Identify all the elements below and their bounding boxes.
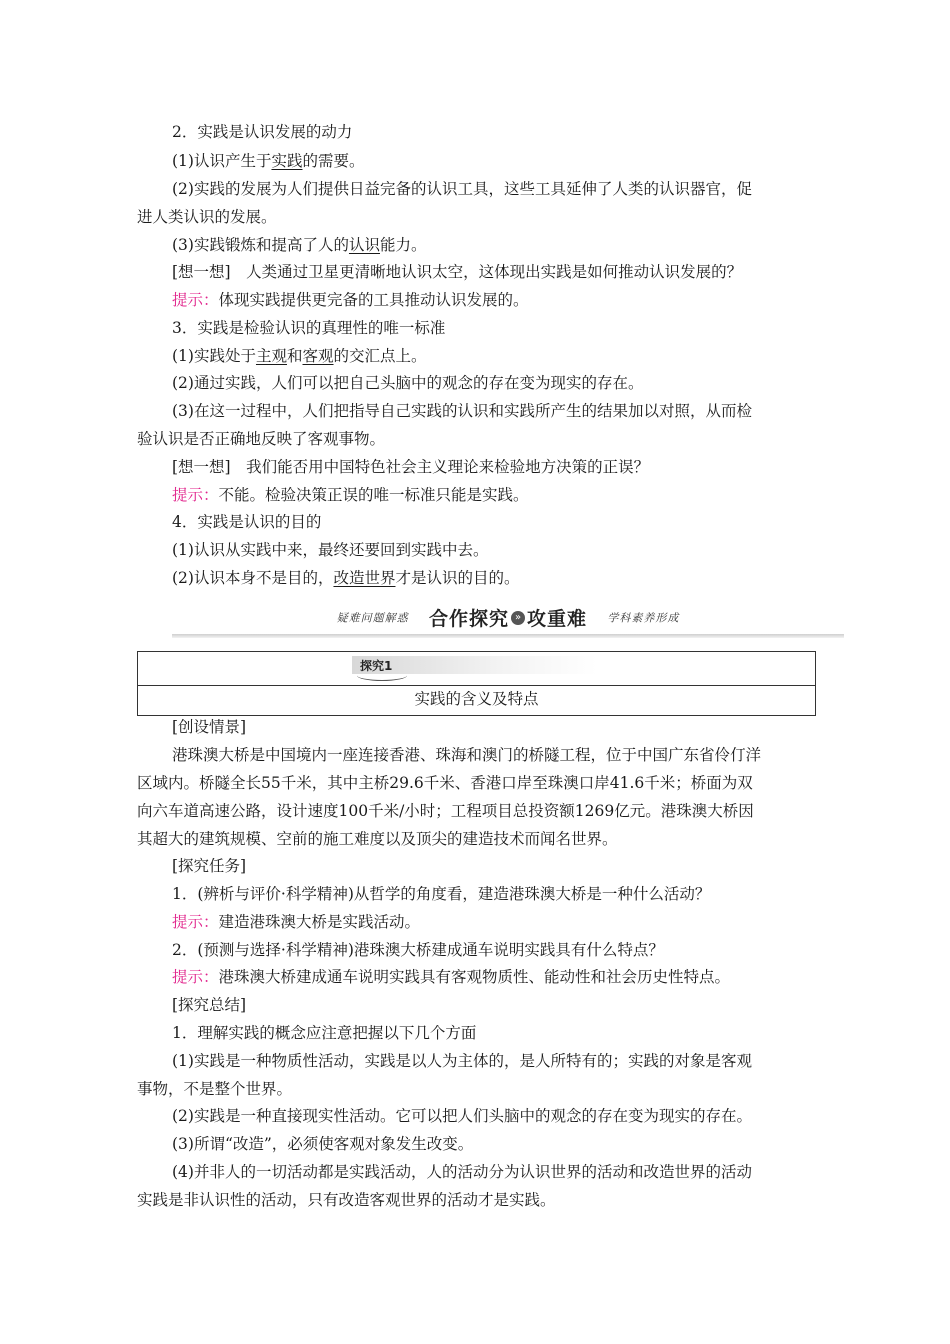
paragraph: 港珠澳大桥是中国境内一座连接香港、珠海和澳门的桥隧工程，位于中国广东省伶仃洋 xyxy=(172,746,762,764)
task-question: 2．(预测与选择·科学精神)港珠澳大桥建成通车说明实践具有什么特点？ xyxy=(172,941,664,959)
section-heading: 3．实践是检验认识的真理性的唯一标准 xyxy=(172,319,446,337)
underlined-term: 客观 xyxy=(302,347,334,365)
paragraph-continuation: 进人类认识的发展。 xyxy=(137,208,277,226)
hint-label: 提示： xyxy=(172,913,219,931)
underlined-term: 改造世界 xyxy=(333,569,396,587)
inquiry-tag xyxy=(352,656,597,674)
tasks-label: [探究任务] xyxy=(172,857,247,875)
paragraph-continuation: 验认识是否正确地反映了客观事物。 xyxy=(137,430,386,448)
paragraph: (1)认识从实践中来，最终还要回到实践中去。 xyxy=(172,541,489,559)
hint: 提示：港珠澳大桥建成通车说明实践具有客观物质性、能动性和社会历史性特点。 xyxy=(172,968,731,986)
paragraph: (3)所谓“改造”，必须使客观对象发生改变。 xyxy=(172,1135,474,1153)
hint-label: 提示： xyxy=(172,291,219,309)
box-divider xyxy=(138,685,815,686)
paragraph: (2)实践的发展为人们提供日益完备的认识工具，这些工具延伸了人类的认识器官，促 xyxy=(172,180,752,198)
section-heading: 4．实践是认识的目的 xyxy=(172,513,322,531)
underlined-term: 认识 xyxy=(348,236,380,254)
paragraph-continuation: 其超大的建筑规模、空前的施工难度以及顶尖的建造技术而闻名世界。 xyxy=(137,830,618,848)
paragraph: (1)实践是一种物质性活动，实践是以人为主体的，是人所特有的；实践的对象是客观 xyxy=(172,1052,752,1070)
underlined-term: 实践 xyxy=(271,152,303,170)
paragraph: (2)实践是一种直接现实性活动。它可以把人们头脑中的观念的存在变为现实的存在。 xyxy=(172,1107,752,1125)
task-question: 1．(辨析与评价·科学精神)从哲学的角度看，建造港珠澳大桥是一种什么活动？ xyxy=(172,885,711,903)
hint: 提示：建造港珠澳大桥是实践活动。 xyxy=(172,913,421,931)
paragraph-continuation: 区域内。桥隧全长55千米，其中主桥29.6千米、香港口岸至珠澳口岸41.6千米；桥面为双 xyxy=(137,774,753,792)
inquiry-tag-label: 探究1 xyxy=(360,659,393,673)
section-heading: 2．实践是认识发展的动力 xyxy=(172,123,353,141)
paragraph-continuation: 事物，不是整个世界。 xyxy=(137,1080,293,1098)
hint: 提示：不能。检验决策正误的唯一标准只能是实践。 xyxy=(172,486,529,504)
think-question: [想一想] 我们能否用中国特色社会主义理论来检验地方决策的正误？ xyxy=(172,458,650,476)
scenario-label: [创设情景] xyxy=(172,718,247,736)
paragraph-continuation: 向六车道高速公路，设计速度100千米/小时；工程项目总投资额1269亿元。港珠澳大桥因 xyxy=(137,802,754,820)
paragraph: (1)实践处于主观和客观的交汇点上。 xyxy=(172,347,427,365)
section-banner xyxy=(172,604,844,638)
banner-left-text: 疑难问题解惑 xyxy=(336,611,409,625)
inquiry-box xyxy=(137,651,816,716)
tag-arc-decoration xyxy=(357,670,407,681)
paragraph: (2)认识本身不是目的，改造世界才是认识的目的。 xyxy=(172,569,520,587)
paragraph: (4)并非人的一切活动都是实践活动，人的活动分为认识世界的活动和改造世界的活动 xyxy=(172,1163,752,1181)
think-question: [想一想] 人类通过卫星更清晰地认识太空，这体现出实践是如何推动认识发展的？ xyxy=(172,263,743,281)
inquiry-title: 实践的含义及特点 xyxy=(414,690,539,708)
hint-label: 提示： xyxy=(172,486,219,504)
banner-title-part1: 合作探究 xyxy=(428,608,509,630)
banner-divider xyxy=(172,634,844,638)
paragraph: (3)在这一过程中，人们把指导自己实践的认识和实践所产生的结果加以对照，从而检 xyxy=(172,402,752,420)
paragraph: (2)通过实践，人们可以把自己头脑中的观念的存在变为现实的存在。 xyxy=(172,374,644,392)
banner-right-text: 学科素养形成 xyxy=(607,611,680,625)
paragraph: (1)认识产生于实践的需要。 xyxy=(172,152,365,170)
paragraph-continuation: 实践是非认识性的活动，只有改造客观世界的活动才是实践。 xyxy=(137,1191,556,1209)
underlined-term: 主观 xyxy=(255,347,287,365)
section-heading: 1．理解实践的概念应注意把握以下几个方面 xyxy=(172,1024,477,1042)
paragraph: (3)实践锻炼和提高了人的认识能力。 xyxy=(172,236,427,254)
hint-label: 提示： xyxy=(172,968,219,986)
summary-label: [探究总结] xyxy=(172,996,247,1014)
banner-title-part2: 攻重难 xyxy=(527,608,588,630)
hint: 提示：体现实践提供更完备的工具推动认识发展的。 xyxy=(172,291,529,309)
arrow-icon: » xyxy=(511,611,525,625)
